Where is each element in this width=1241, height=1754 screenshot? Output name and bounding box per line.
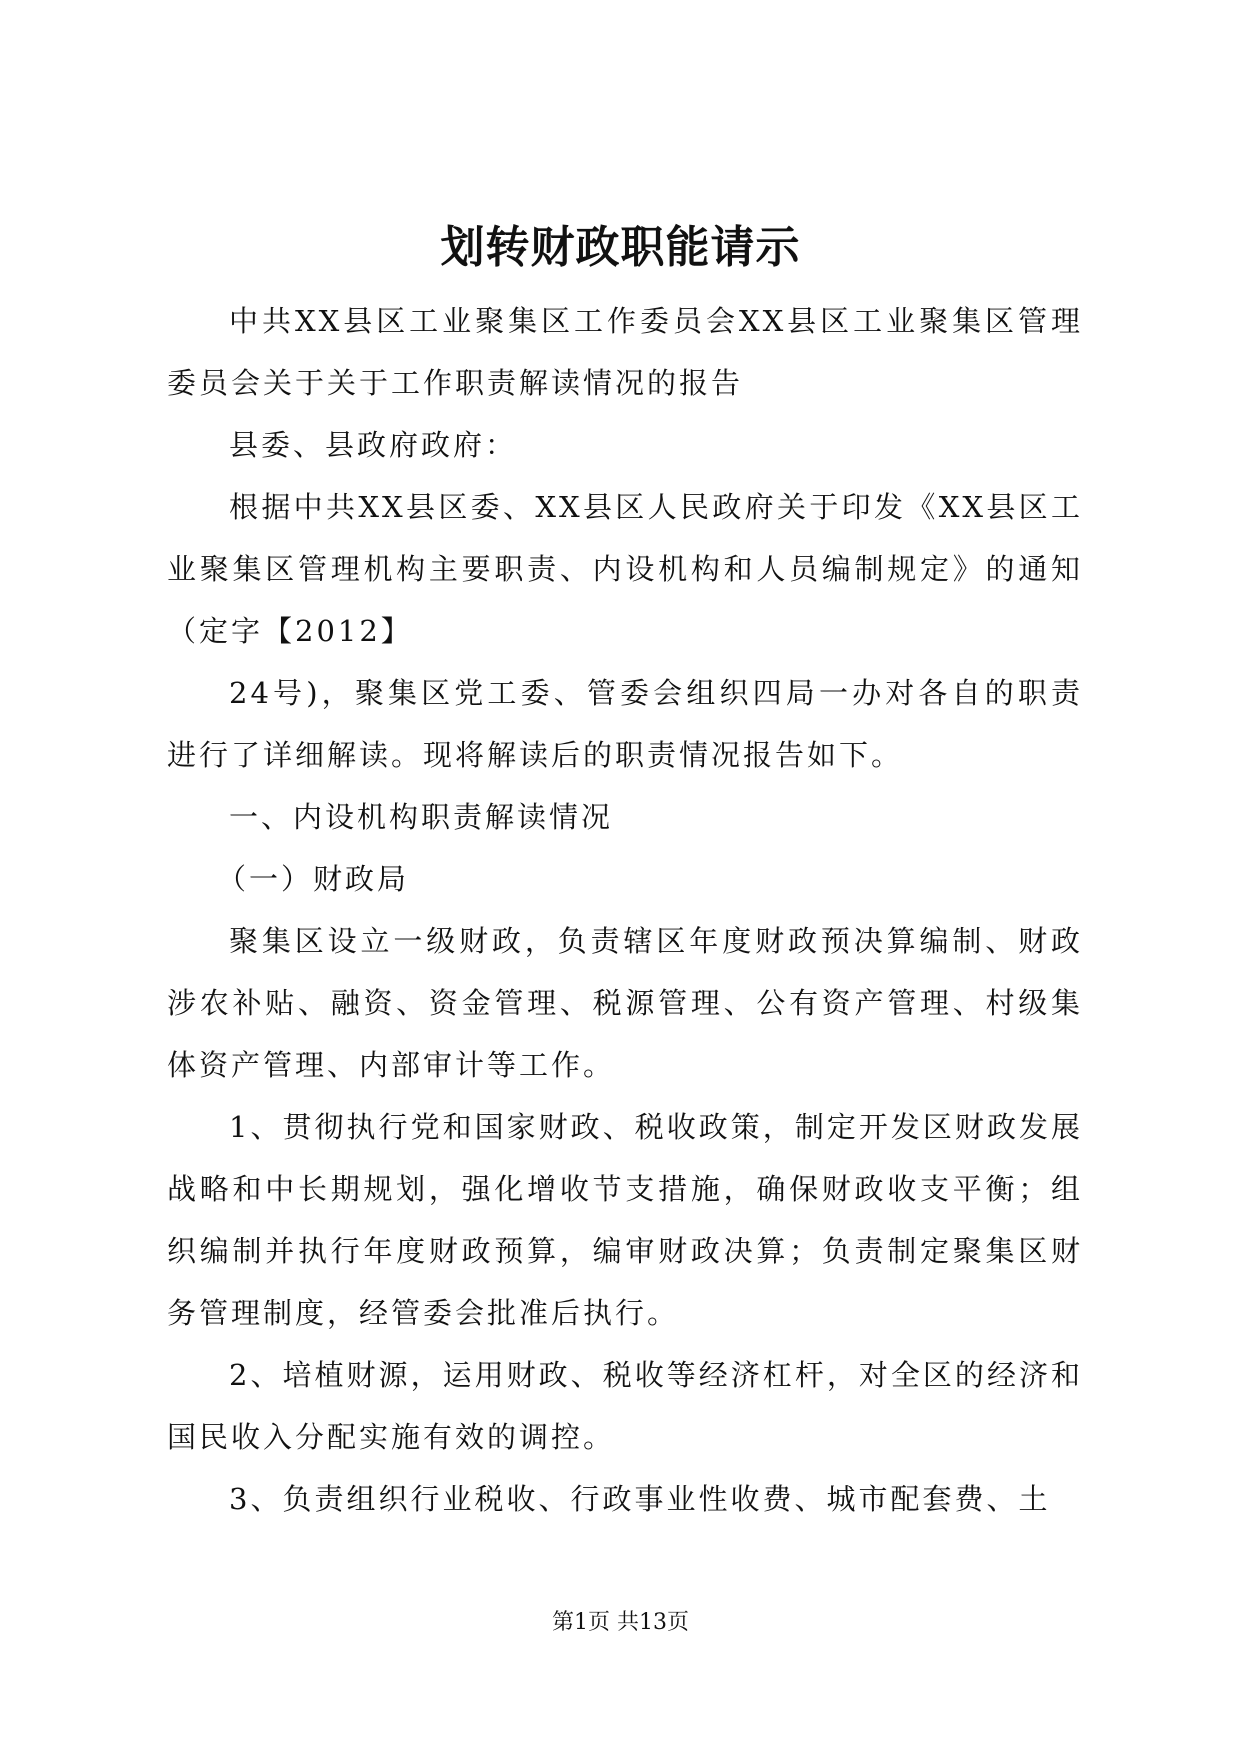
subsection-heading-finance: （一）财政局 xyxy=(217,862,410,896)
paragraph-finance-overview: 聚集区设立一级财政，负责辖区年度财政预决算编制、财政涉农补贴、融资、资金管理、税源管理、公有资产管理、村级集体资产管理、内部审计等工作。 xyxy=(167,924,1083,1082)
paragraph-duty-1: 1、贯彻执行党和国家财政、税收政策，制定开发区财政发展战略和中长期规划，强化增收节支措施，确保财政收支平衡；组织编制并执行年度财政预算，编审财政决算；负责制定聚集区财务管理制度，经管委会批准后执行。 xyxy=(167,1110,1083,1330)
paragraph-duty-2: 2、培植财源，运用财政、税收等经济杠杆，对全区的经济和国民收入分配实施有效的调控。 xyxy=(167,1358,1083,1454)
paragraph-intro: 24号)，聚集区党工委、管委会组织四局一办对各自的职责进行了详细解读。现将解读后的职责情况报告如下。 xyxy=(167,676,1083,772)
page-footer: 第1页 共13页 xyxy=(552,1610,689,1635)
document-title: 划转财政职能请示 xyxy=(440,222,801,273)
document-body xyxy=(167,290,1083,1530)
section-heading-1: 一、内设机构职责解读情况 xyxy=(229,800,614,834)
paragraph-basis: 根据中共XX县区委、XX县区人民政府关于印发《XX县区工业聚集区管理机构主要职责、内设机构和人员编制规定》的通知（定字【2012】 xyxy=(167,490,1083,648)
paragraph-salutation: 县委、县政府政府： xyxy=(229,428,518,462)
paragraph-duty-3: 3、负责组织行业税收、行政事业性收费、城市配套费、土 xyxy=(229,1482,1051,1516)
paragraph-report-heading: 中共XX县区工业聚集区工作委员会XX县区工业聚集区管理委员会关于关于工作职责解读情况的报告 xyxy=(167,304,1083,400)
